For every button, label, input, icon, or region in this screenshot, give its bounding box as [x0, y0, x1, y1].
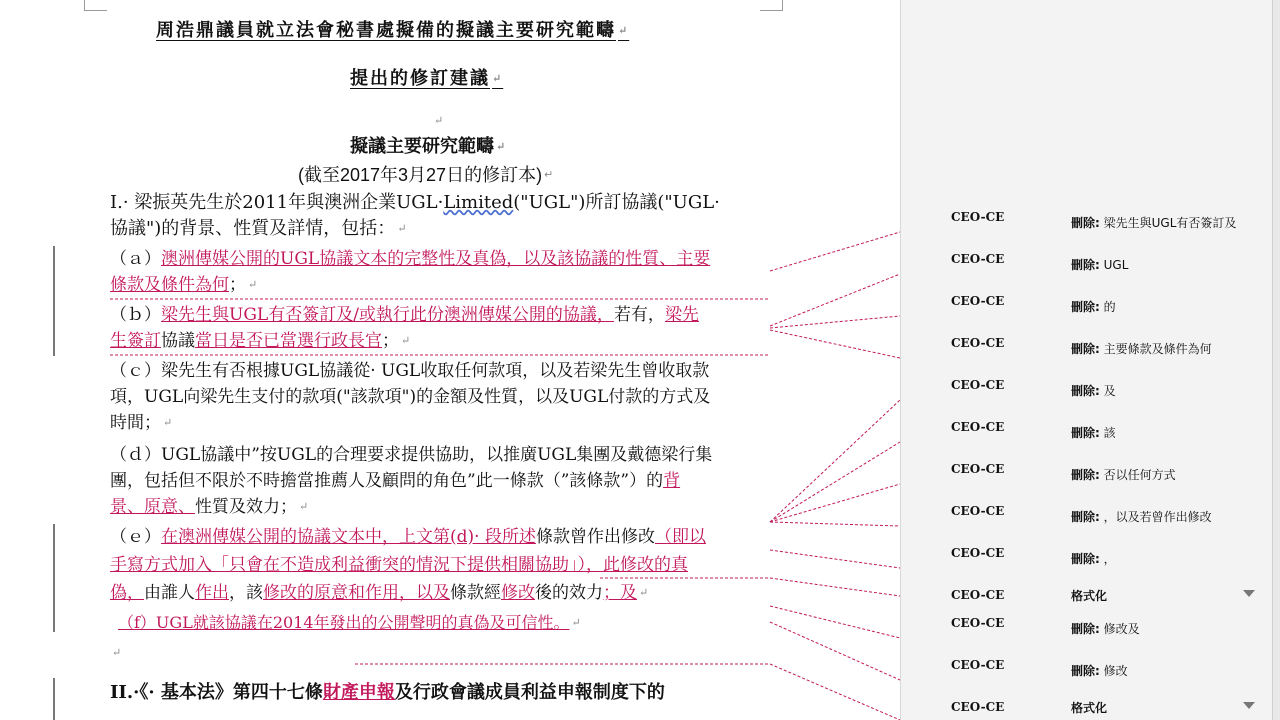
comment-balloon[interactable]: CEO-CE 刪除: 梁先生與UGL有否簽訂及: [951, 210, 1237, 230]
item-a-line-1: （ａ）澳洲傳媒公開的UGL協議文本的完整性及真偽，以及該協議的性質、主要: [110, 249, 711, 269]
item-b-line-2: 生簽訂協議當日是否已當選行政長官； ↵: [110, 331, 411, 351]
document-title-line1: 周浩鼎議員就立法會秘書處擬備的擬議主要研究範疇 ↵: [156, 20, 630, 41]
item-c-line-2: 項，UGL向梁先生支付的款項("該款項")的金額及性質，以及UGL付款的方式及: [110, 387, 711, 407]
item-c-line-1: （ｃ）梁先生有否根據UGL協議從· UGL收取任何款項，以及若梁先生曾收取款: [110, 361, 710, 381]
comment-balloon[interactable]: CEO-CE 刪除: 及: [951, 378, 1116, 398]
item-e-line-2: 手寫方式加入「只會在不造成利益衝突的情況下提供相關協助」），此修改的真: [110, 555, 688, 575]
item-d-line-2: 團，包括但不限於不時擔當推薦人及顧問的角色”此一條款（”該條款”）的背: [110, 471, 681, 491]
comment-balloon[interactable]: CEO-CE 刪除: 修改及: [951, 616, 1140, 636]
crop-mark-top-left: [84, 0, 107, 11]
format-balloon[interactable]: CEO-CE 格式化: [901, 692, 1273, 720]
item-e-line-1: （ｅ）在澳洲傳媒公開的協議文本中，上文第(d)· 段所述條款曾作出修改（即以: [110, 527, 706, 547]
item-f-line-1: （f）UGL就該協議在2014年發出的公開聲明的真偽及可信性。 ↵: [118, 613, 581, 632]
comment-balloon[interactable]: CEO-CE 刪除: 該: [951, 420, 1116, 440]
comment-balloon[interactable]: CEO-CE 刪除: 修改: [951, 658, 1128, 678]
section-subheading: (截至2017年3月27日的修訂本) ↵: [298, 165, 554, 185]
item-c-line-3: 時間； ↵: [110, 413, 173, 433]
comment-balloon[interactable]: CEO-CE 刪除: 的: [951, 294, 1116, 314]
crop-mark-top-right: [760, 0, 783, 11]
section-heading: 擬議主要研究範疇 ↵: [350, 136, 506, 157]
comment-balloon[interactable]: CEO-CE 刪除: 主要條款及條件為何: [951, 336, 1212, 356]
section-1-line-1: I.· 梁振英先生於2011年與澳洲企業UGL·Limited("UGL")所訂協議("UGL·: [110, 192, 720, 213]
markup-balloon-pane[interactable]: [900, 0, 1273, 720]
format-balloon[interactable]: CEO-CE 格式化: [901, 580, 1273, 608]
item-a-line-2: 條款及條件為何； ↵: [110, 275, 258, 295]
change-bar: [53, 524, 55, 632]
chevron-down-icon[interactable]: [1243, 590, 1255, 597]
item-d-line-3: 景、原意、性質及效力； ↵: [110, 497, 309, 517]
empty-paragraph: ↵: [434, 114, 444, 127]
comment-balloon[interactable]: CEO-CE 刪除: ，以及若曾作出修改: [951, 504, 1212, 524]
document-title-line2: 提出的修訂建議 ↵: [350, 68, 504, 89]
section-2-heading: II.·《· 基本法》第四十七條財產申報及行政會議成員利益申報制度下的: [110, 682, 665, 703]
change-bar: [53, 678, 55, 720]
comment-balloon[interactable]: CEO-CE 刪除: ，: [951, 546, 1116, 566]
section-1-line-2: 協議")的背景、性質及詳情，包括： ↵: [110, 218, 407, 239]
change-bar: [53, 246, 55, 356]
chevron-down-icon[interactable]: [1243, 702, 1255, 709]
item-d-line-1: （ｄ）UGL協議中”按UGL的合理要求提供協助，以推廣UGL集團及戴德梁行集: [110, 445, 713, 465]
empty-paragraph-2: ↵: [112, 646, 122, 659]
comment-balloon[interactable]: CEO-CE 刪除: 否以任何方式: [951, 462, 1176, 482]
item-e-line-3: 偽，由誰人作出，該修改的原意和作用，以及條款經修改後的效力；及 ↵: [110, 583, 649, 603]
vertical-scrollbar[interactable]: [1272, 0, 1280, 720]
comment-balloon[interactable]: CEO-CE 刪除: UGL: [951, 252, 1129, 272]
item-b-line-1: （ｂ）梁先生與UGL有否簽訂及/或執行此份澳洲傳媒公開的協議，若有，梁先: [110, 305, 699, 325]
